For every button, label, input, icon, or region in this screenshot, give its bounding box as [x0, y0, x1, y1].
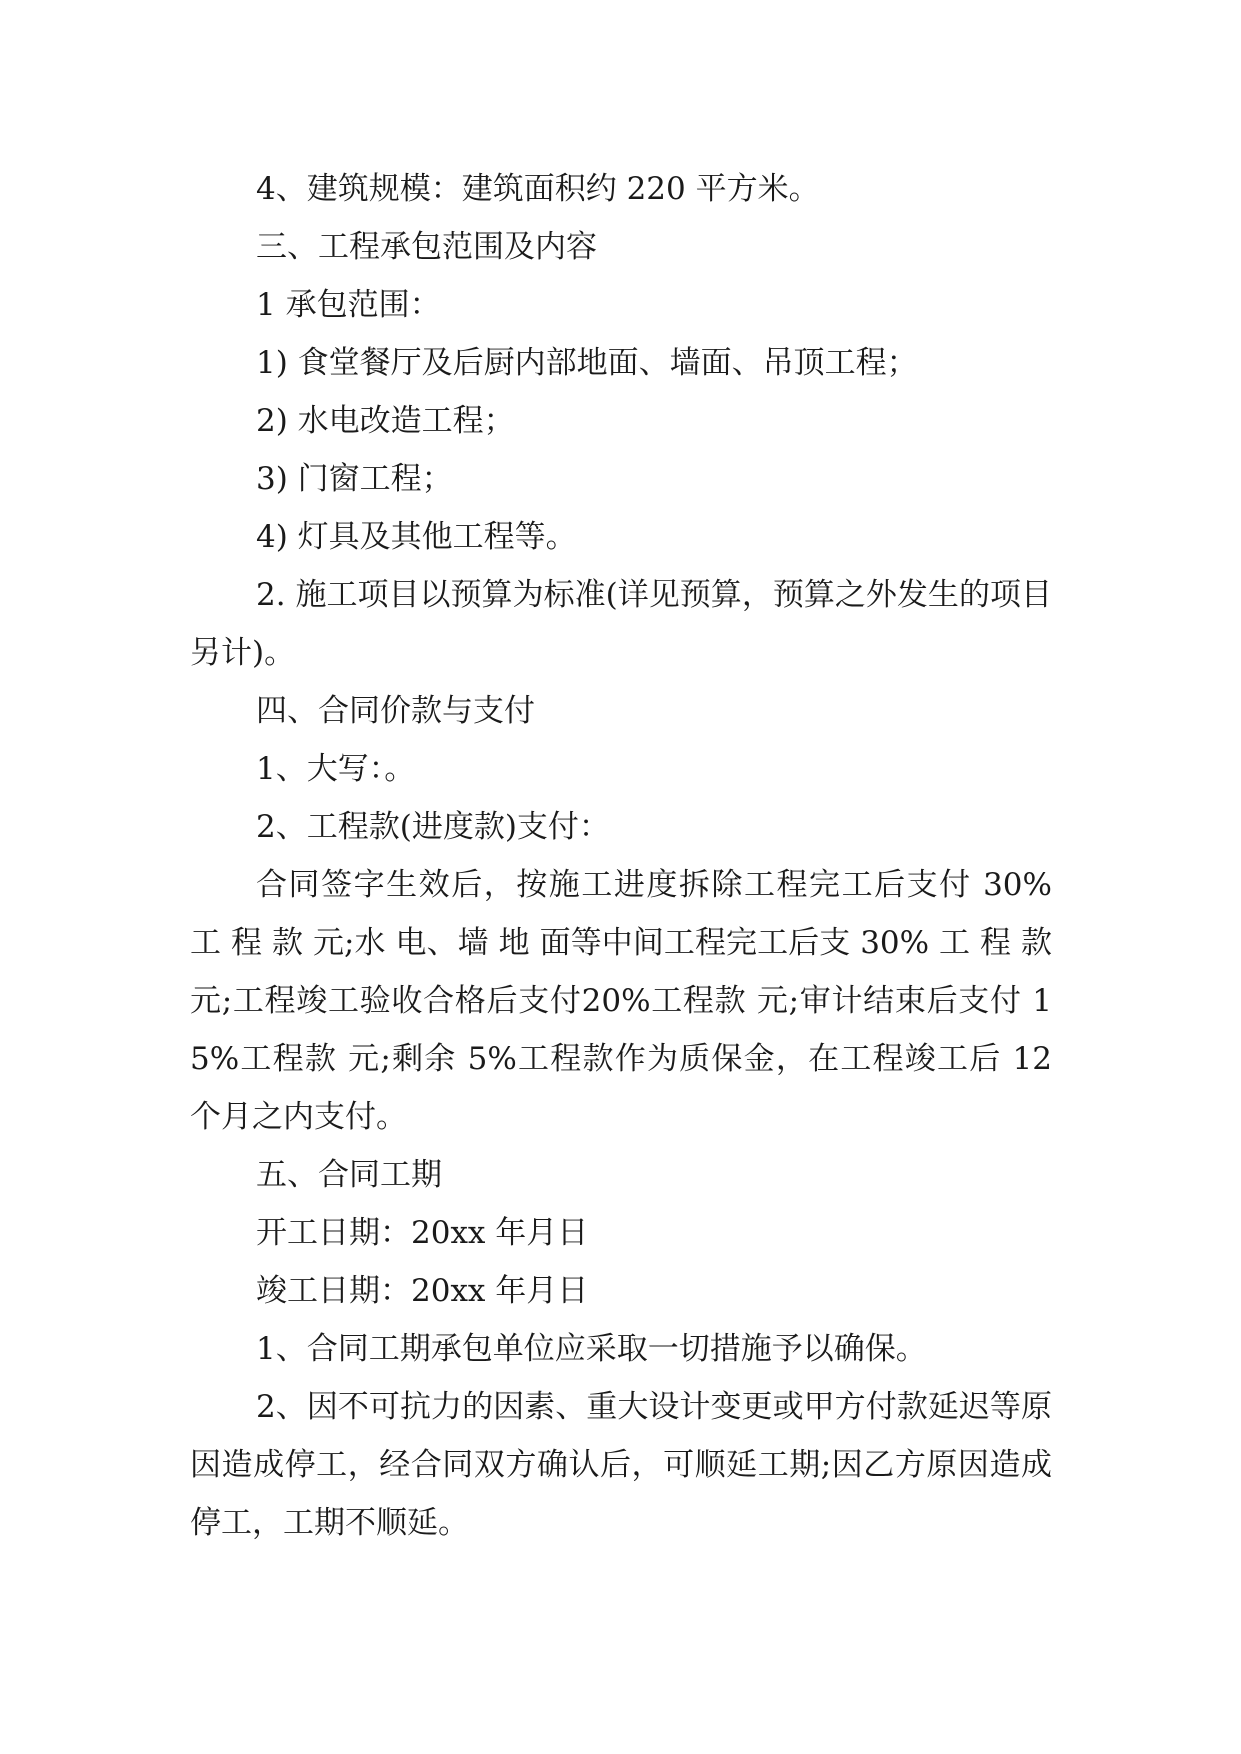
duration-clause-1: 1、合同工期承包单位应采取一切措施予以确保。: [256, 1331, 927, 1367]
section-heading-payment: 四、合同价款与支付: [256, 693, 535, 729]
scope-item-4: 4) 灯具及其他工程等。: [256, 519, 577, 555]
start-date: 开工日期：20xx 年月日: [256, 1215, 589, 1251]
document-body: [190, 160, 1052, 1552]
building-scale: 4、建筑规模：建筑面积约 220 平方米。: [256, 171, 820, 207]
payment-schedule-paragraph: 合同签字生效后，按施工进度拆除工程完工后支付 30% 工 程 款 元;水 电、墙 地 面等中间工程完工后支 30% 工 程 款 元;工程竣工验收合格后支付20%工程款 元;审计结束后支付 15%工程款 元;剩余 5%工程款作为质保金，在工程竣工后 12 个月之内支付。: [190, 867, 1052, 1135]
budget-standard-paragraph: 2. 施工项目以预算为标准(详见预算，预算之外发生的项目另计)。: [190, 577, 1052, 671]
scope-subheading: 1 承包范围：: [256, 287, 441, 323]
scope-item-1: 1) 食堂餐厅及后厨内部地面、墙面、吊顶工程；: [256, 345, 918, 381]
payment-amount-words: 1、大写：。: [256, 751, 416, 787]
section-heading-scope: 三、工程承包范围及内容: [256, 229, 597, 265]
completion-date: 竣工日期：20xx 年月日: [256, 1273, 589, 1309]
payment-progress-heading: 2、工程款(进度款)支付：: [256, 809, 610, 845]
scope-item-2: 2) 水电改造工程；: [256, 403, 515, 439]
duration-clause-2: 2、因不可抗力的因素、重大设计变更或甲方付款延迟等原因造成停工，经合同双方确认后，可顺延工期;因乙方原因造成停工，工期不顺延。: [190, 1389, 1052, 1541]
section-heading-duration: 五、合同工期: [256, 1157, 442, 1193]
scope-item-3: 3) 门窗工程；: [256, 461, 453, 497]
